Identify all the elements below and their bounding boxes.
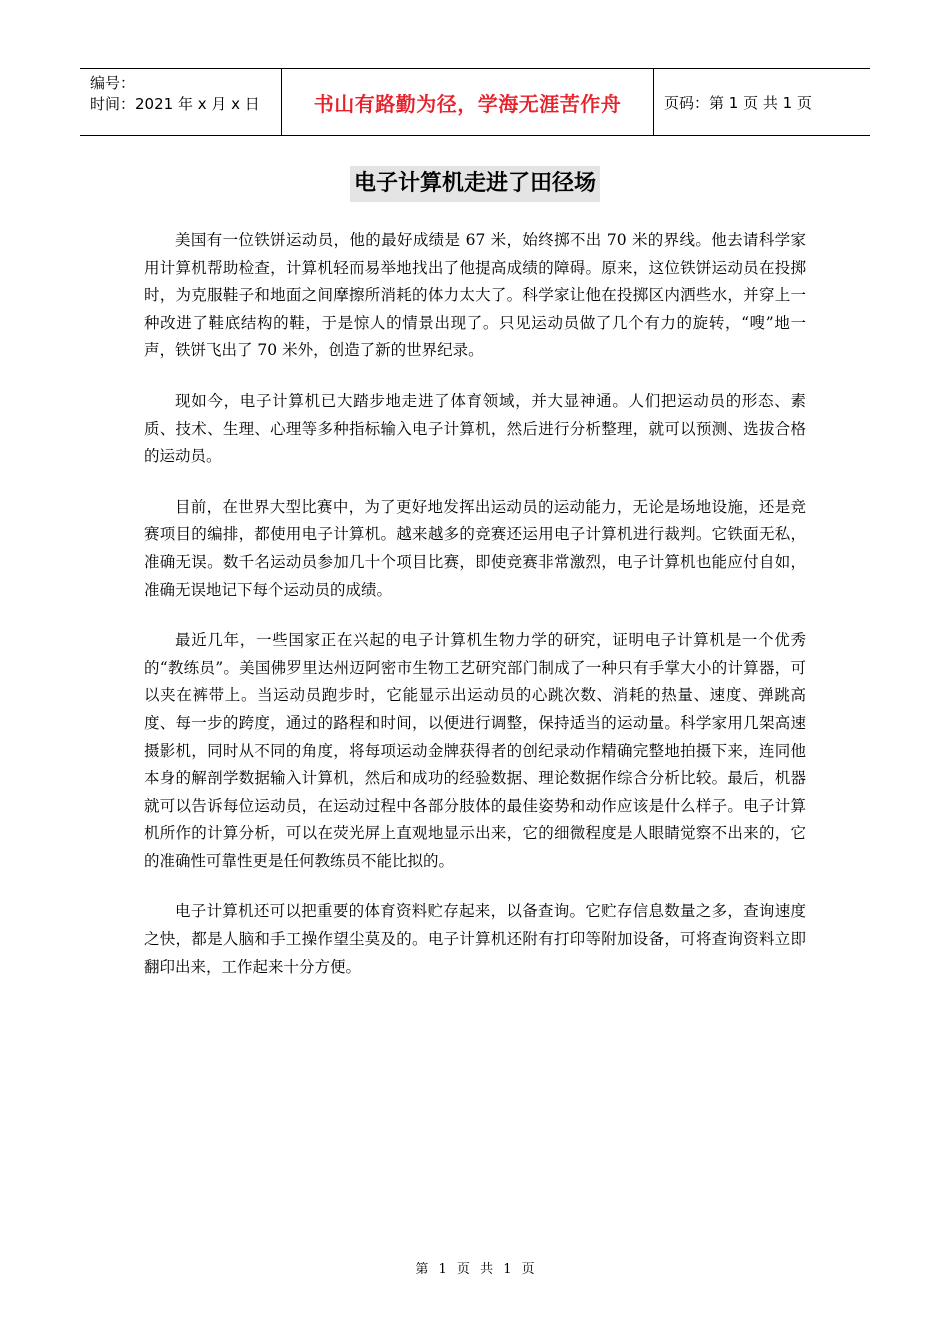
body-paragraph: 现如今，电子计算机已大踏步地走进了体育领域，并大显神通。人们把运动员的形态、素质、技术、生理、心理等多种指标输入电子计算机，然后进行分析整理，就可以预测、选拔合格的运动员。 (144, 391, 806, 466)
body-paragraph: 目前，在世界大型比赛中，为了更好地发挥出运动员的运动能力，无论是场地设施，还是竞赛项目的编排，都使用电子计算机。越来越多的竞赛还运用电子计算机进行裁判。它铁面无私，准确无误。数千名运动员参加几十个项目比赛，即使竞赛非常激烈，电子计算机也能应付自如，准确无误地记下每个运动员的成绩。 (144, 497, 806, 599)
document-number-label: 编号： (90, 74, 136, 92)
header-motto-cell (282, 69, 654, 135)
document-title-wrapper (0, 160, 950, 202)
header-page-cell (654, 69, 870, 135)
header-meta-cell (80, 69, 282, 135)
body-paragraph: 电子计算机还可以把重要的体育资料贮存起来，以备查询。它贮存信息数量之多，查询速度之快，都是人脑和手工操作望尘莫及的。电子计算机还附有打印等附加设备，可将查询资料立即翻印出来，工作起来十分方便。 (144, 902, 806, 976)
header-motto: 书山有路勤为径，学海无涯苦作舟 (313, 91, 622, 116)
document-body (144, 227, 806, 1004)
header-table (80, 68, 870, 136)
body-paragraph: 最近几年，一些国家正在兴起的电子计算机生物力学的研究，证明电子计算机是一个优秀的“教练员”。美国佛罗里达州迈阿密市生物工艺研究部门制成了一种只有手掌大小的计算器，可以夹在裤带上。当运动员跑步时，它能显示出运动员的心跳次数、消耗的热量、速度、弹跳高度、每一步的跨度，通过的路程和时间，以便进行调整，保持适当的运动量。科学家用几架高速摄影机，同时从不同的角度，将每项运动金牌获得者的创纪录动作精确完整地拍摄下来，连同他本身的解剖学数据输入计算机，然后和成功的经验数据、理论数据作综合分析比较。最后，机器就可以告诉每位运动员，在运动过程中各部分肢体的最佳姿势和动作应该是什么样子。电子计算机所作的计算分析，可以在荧光屏上直观地显示出来，它的细微程度是人眼睛觉察不出来的，它的准确性可靠性更是任何教练员不能比拟的。 (144, 631, 806, 870)
page-footer: 第 1 页 共 1 页 (415, 1262, 535, 1277)
document-date-label: 时间：2021 年 x 月 x 日 (90, 95, 260, 113)
document-title: 电子计算机走进了田径场 (350, 166, 600, 202)
body-paragraph: 美国有一位铁饼运动员，他的最好成绩是 67 米，始终掷不出 70 米的界线。他去请科学家用计算机帮助检查，计算机轻而易举地找出了他提高成绩的障碍。原来，这位铁饼运动员在投掷时，为克服鞋子和地面之间摩擦所消耗的体力太大了。科学家让他在投掷区内洒些水，并穿上一种改进了鞋底结构的鞋，于是惊人的情景出现了。只见运动员做了几个有力的旋转，“嗖”地一声，铁饼飞出了 70 米外，创造了新的世界纪录。 (144, 231, 806, 360)
header-page-info: 页码：第 1 页 共 1 页 (664, 93, 812, 112)
